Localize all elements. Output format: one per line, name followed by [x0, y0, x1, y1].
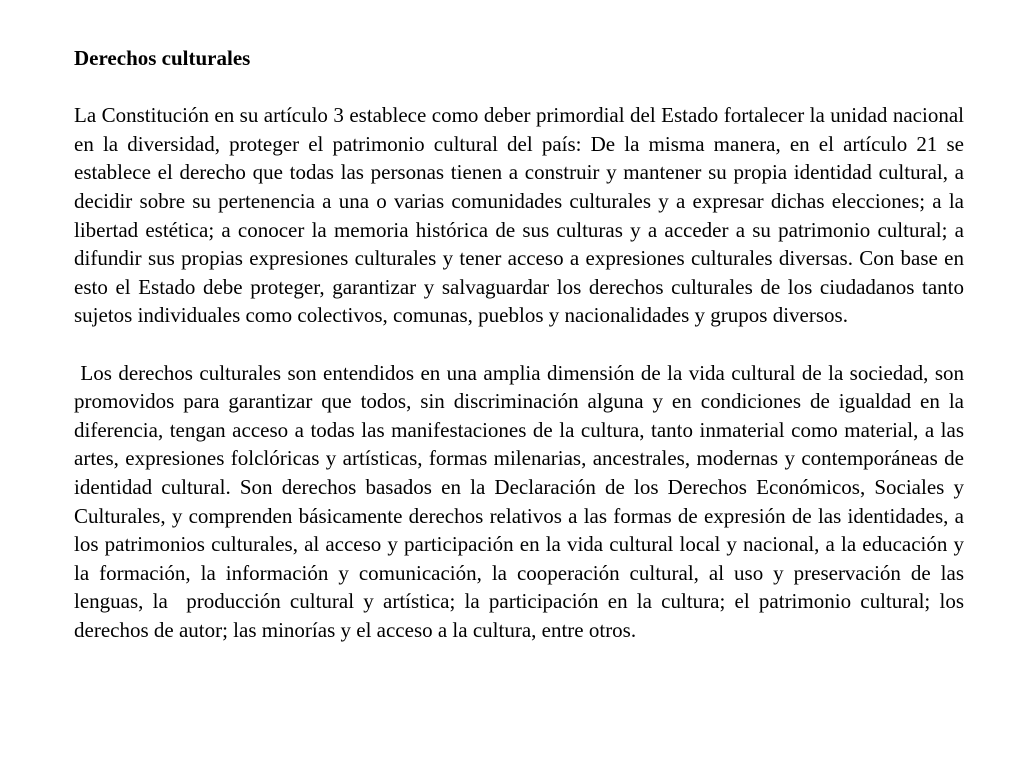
- document-page: [74, 44, 970, 644]
- paragraph-cultural-rights: Los derechos culturales son entendidos en una amplia dimensión de la vida cultural de la sociedad, son promovidos para garantizar que todos, sin discriminación alguna y en condiciones de igualdad en la diferencia, tengan acceso a todas las manifestaciones de la cultura, tanto inmaterial como material, a las artes, expresiones folclóricas y artísticas, formas milenarias, ancestrales, modernas y contemporáneas de identidad cultural. Son derechos basados en la Declaración de los Derechos Económicos, Sociales y Culturales, y comprenden básicamente derechos relativos a las formas de expresión de las identidades, a los patrimonios culturales, al acceso y participación en la vida cultural local y nacional, a la educación y la formación, la información y comunicación, la cooperación cultural, al uso y preservación de las lenguas, la producción cultural y artística; la participación en la cultura; el patrimonio cultural; los derechos de autor; las minorías y el acceso a la cultura, entre otros.: [74, 360, 970, 642]
- document-title: Derechos culturales: [74, 46, 251, 70]
- paragraph-spacer: [74, 330, 964, 359]
- paragraph-constitution: La Constitución en su artículo 3 establece como deber primordial del Estado fortalecer la unidad nacional en la diversidad, proteger el patrimonio cultural del país: De la misma manera, en el artículo 21 se establece el derecho que todas las personas tienen a construir y mantener su propia identidad cultural, a decidir sobre su pertenencia a una o varias comunidades culturales y a expresar dichas elecciones; a la libertad estética; a conocer la memoria histórica de sus culturas y a acceder a su patrimonio cultural; a difundir sus propias expresiones culturales y tener acceso a expresiones culturales diversas. Con base en esto el Estado debe proteger, garantizar y salvaguardar los derechos culturales de los ciudadanos tanto sujetos individuales como colectivos, comunas, pueblos y nacionalidades y grupos diversos.: [74, 103, 964, 328]
